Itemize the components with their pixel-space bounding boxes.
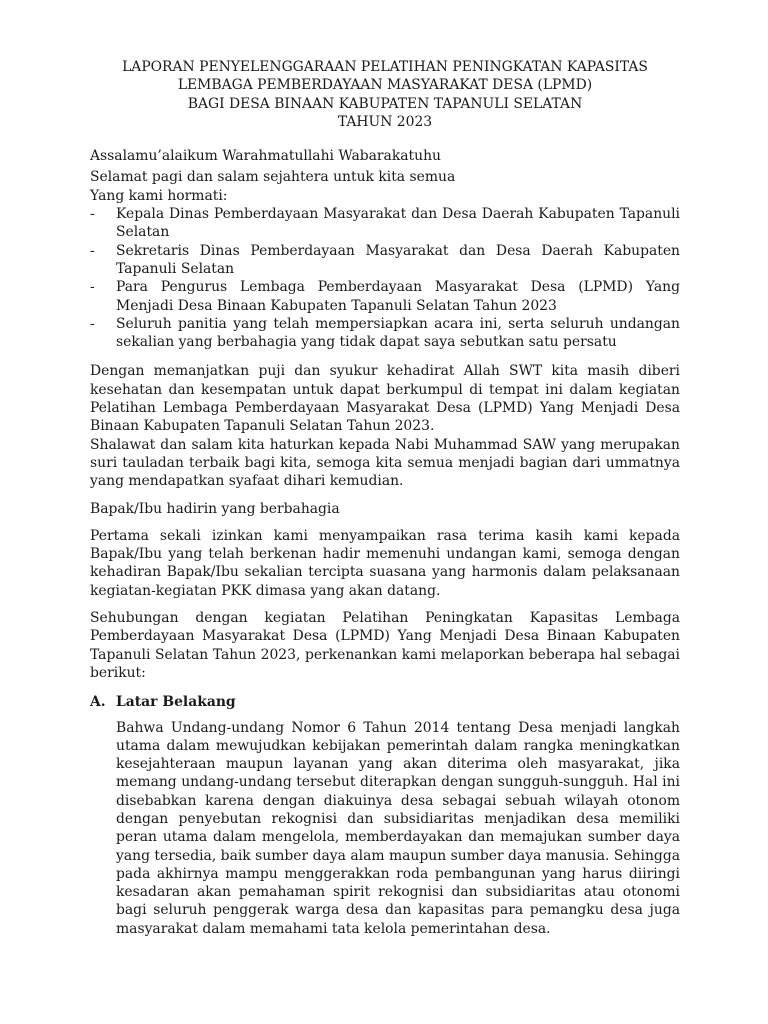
- respect-intro: Yang kami hormati:: [90, 187, 228, 204]
- title-line-4: TAHUN 2023: [337, 113, 433, 130]
- paragraph-thanks: Pertama sekali izinkan kami menyampaikan rasa terima kasih kami kepada Bapak/Ibu yang telah berkenan hadir memenuhi undangan kami, semoga dengan kehadiran Bapak/Ibu sekalian tercipta suasana yang harmonis dalam pelaksanaan kegiatan-kegiatan PKK dimasa yang akan datang.: [90, 527, 680, 599]
- paragraph-report: Sehubungan dengan kegiatan Pelatihan Peningkatan Kapasitas Lembaga Pemberdayaan Masyarakat Desa (LPMD) Yang Menjadi Desa Binaan Kabupaten Tapanuli Selatan Tahun 2023, perkenankan kami melaporkan beberapa hal sebagai berikut:: [90, 610, 680, 681]
- respect-list-item: [90, 242, 680, 279]
- section-a-body: [90, 719, 680, 939]
- greeting-morning: Selamat pagi dan salam sejahtera untuk kita semua: [90, 169, 456, 186]
- title-line-2: LEMBAGA PEMBERDAYAAN MASYARAKAT DESA (LPMD): [177, 77, 593, 94]
- respect-item-text: Seluruh panitia yang telah mempersiapkan acara ini, serta seluruh undangan sekalian yang berbahagia yang tidak dapat saya sebutkan satu persatu: [116, 315, 680, 351]
- greeting-salam: Assalamu’alaikum Warahmatullahi Wabarakatuhu: [90, 148, 441, 165]
- respect-list-item: [90, 278, 680, 315]
- respect-list-item: [90, 315, 680, 352]
- respect-item-text: Kepala Dinas Pemberdayaan Masyarakat dan Desa Daerah Kabupaten Tapanuli Selatan: [116, 206, 680, 241]
- section-letter: A.: [90, 694, 106, 711]
- report-title: [90, 58, 680, 131]
- paragraph-shalawat: Shalawat dan salam kita haturkan kepada Nabi Muhammad SAW yang merupakan suri tauladan terbaik bagi kita, semoga kita semua menjadi bagian dari ummatnya yang mendapatkan syafaat dihari kemudian.: [90, 436, 680, 490]
- respect-list-item: [90, 205, 680, 242]
- paragraph-gratitude: Dengan memanjatkan puji dan syukur kehadirat Allah SWT kita masih diberi kesehatan dan kesempatan untuk dapat berkumpul di tempat ini dalam kegiatan Pelatihan Lembaga Pemberdayaan Masyarakat Desa (LPMD) Yang Menjadi Desa Binaan Kabupaten Tapanuli Selatan Tahun 2023.: [90, 363, 680, 435]
- respect-list: [90, 205, 680, 351]
- respect-item-text: Sekretaris Dinas Pemberdayaan Masyarakat dan Desa Daerah Kabupaten Tapanuli Selatan: [116, 242, 680, 277]
- section-a-heading: [90, 693, 680, 711]
- title-line-3: BAGI DESA BINAAN KABUPATEN TAPANULI SELATAN: [187, 95, 583, 112]
- bullet-dash: -: [90, 206, 95, 223]
- section-a-paragraph: Bahwa Undang-undang Nomor 6 Tahun 2014 tentang Desa menjadi langkah utama dalam mewujudkan kebijakan pemerintah dalam rangka meningkatkan kesejahteraan maupun layanan yang akan diterima oleh masyarakat, jika memang undang-undang tersebut diterapkan dengan sungguh-sungguh. Hal ini disebabkan karena dengan diakuinya desa sebagai sebuah wilayah otonom dengan penyebutan rekognisi dan subsidiaritas menjadikan desa memiliki peran utama dalam mengelola, memberdayakan dan memajukan sumber daya yang tersedia, baik sumber daya alam maupun sumber daya manusia. Sehingga pada akhirnya mampu menggerakkan roda pembangunan yang harus diiringi kesadaran akan pemahaman spirit rekognisi dan subsidiaritas atau otonomi bagi seluruh penggerak warga desa dan kapasitas para pemangku desa juga masyarakat dalam memahami tata kelola pemerintahan desa.: [116, 719, 680, 937]
- title-line-1: LAPORAN PENYELENGGARAAN PELATIHAN PENINGKATAN KAPASITAS: [122, 59, 648, 75]
- section-title: Latar Belakang: [116, 694, 236, 711]
- audience-greeting: Bapak/Ibu hadirin yang berbahagia: [90, 500, 340, 517]
- bullet-dash: -: [90, 315, 95, 332]
- respect-item-text: Para Pengurus Lembaga Pemberdayaan Masyarakat Desa (LPMD) Yang Menjadi Desa Binaan Kabupaten Tapanuli Selatan Tahun 2023: [116, 279, 680, 314]
- bullet-dash: -: [90, 242, 95, 259]
- bullet-dash: -: [90, 279, 95, 296]
